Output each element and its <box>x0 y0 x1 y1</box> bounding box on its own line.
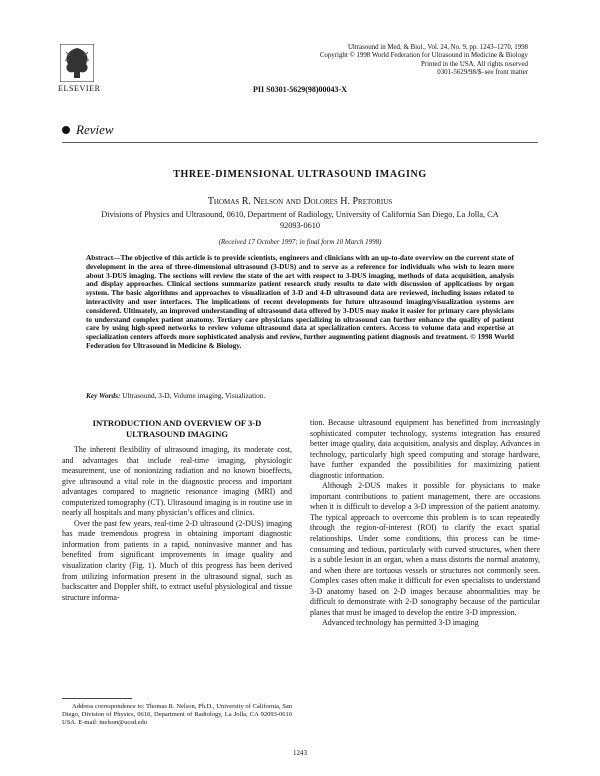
section-label-text: Review <box>76 122 114 137</box>
paragraph: Although 2-DUS makes it possible for physicians to make important contributions to patient management, there are occasions when it is difficult to develop a 3-D impression of the patient anatomy. The typical approach to overcome this problem is to scan repeatedly through the region-of-interest (ROI) to clarify the exact spatial relationships. Under some conditions, this process can be time-consuming and tedious, particularly with curved structures, when there is a subtle lesion in an organ, when a mass distorts the normal anatomy, and when there are tortuous vessels or structures not commonly seen. Complex cases often make it difficult for even specialists to understand 3-D anatomy based on 2-D images because abnormalities may be difficult to demonstrate with 2-D sonography because of the particular planes that must be imaged to develop the entire 3-D impression. <box>310 481 540 617</box>
pii: PII S0301-5629(98)00043-X <box>253 85 347 94</box>
journal-header <box>268 44 528 78</box>
journal-copyright: Copyright © 1998 World Federation for Ultrasound in Medicine & Biology <box>319 52 528 60</box>
footnote: Address correspondence to: Thomas R. Nelson, Ph.D., University of California, San Diego, Division of Physics, 0610, Department of Radiology, La Jolla, CA 92093-0610 USA. E-mail: tnelson@ucsd.edu <box>62 703 292 726</box>
journal-issn: 0301-5629/98/$–see front matter <box>437 69 528 77</box>
paragraph: The inherent flexibility of ultrasound imaging, its moderate cost, and advantages that include real-time imaging, physiologic measurement, use of nonionizing radiation and no known bioeffects, give ultrasound a vital role in the diagnostic process and important advantages compared to magnetic resonance imaging (MRI) and computerized tomography (CT). Ultrasound imaging is in routine use in nearly all hospitals and many physician’s offices and clinics. <box>62 445 292 518</box>
journal-printed: Printed in the USA. All rights reserved <box>421 60 528 68</box>
header-divider <box>62 142 538 143</box>
left-column <box>62 418 292 603</box>
keywords-label: Key Words: <box>86 391 121 400</box>
publisher-name: ELSEVIER <box>58 84 101 93</box>
article-title: THREE-DIMENSIONAL ULTRASOUND IMAGING <box>173 169 427 180</box>
right-column <box>310 418 540 629</box>
paragraph: Over the past few years, real-time 2-D ultrasound (2-DUS) imaging has made tremendous progress in obtaining important diagnostic information from patients in a rapid, noninvasive manner and has benefited from significant improvements in image quality and visualization clarity (Fig. 1). Much of this progress has been derived from utilizing information present in the ultrasound signal, such as backscatter and Doppler shift, to extract useful physiological and tissue structure informa- <box>62 518 292 602</box>
paragraph: tion. Because ultrasound equipment has benefitted from increasingly sophisticated computer technology, systems integration has ensured better image quality, data acquisition, analysis and display. Advances in technology, particularly high speed computing and storage hardware, have further expanded the possibilities for maximizing patient diagnostic information. <box>310 418 540 480</box>
journal-citation: Ultrasound in Med. & Biol., Vol. 24, No. 9, pp. 1243–1270, 1998 <box>347 44 528 51</box>
received-dates: (Received 17 October 1997; in final form 10 March 1998) <box>218 238 382 246</box>
section-heading: INTRODUCTION AND OVERVIEW OF 3-D ULTRASOUND IMAGING <box>92 418 262 439</box>
affiliation: Divisions of Physics and Ultrasound, 0610, Department of Radiology, University of California San Diego, La Jolla, CA 92093-0610 <box>101 210 499 230</box>
section-label <box>62 122 114 138</box>
paragraph: Advanced technology has permitted 3-D imaging <box>322 618 479 628</box>
keywords <box>86 391 514 400</box>
keywords-list: Ultrasound, 3-D, Volume imaging, Visualization. <box>120 391 266 400</box>
page-number: 1243 <box>293 749 307 757</box>
publisher-logo <box>60 44 94 82</box>
tree-emblem-icon <box>60 44 94 82</box>
authors: Thomas R. Nelson and Dolores H. Pretorius <box>207 196 393 207</box>
abstract: Abstract—The objective of this article is to provide scientists, engineers and clinicians with an up-to-date overview on the current state of development in the area of three-dimensional ultrasound (3-DUS) and to serve as a reference for individuals who wish to learn more about 3-DUS imaging. The sections will review the state of the art with respect to 3-DUS imaging, methods of data acquisition, analysis and display approaches. Clinical sections summarize patient research study results to date with discussion of applications by organ system. The basic algorithms and approaches to visualization of 3-D and 4-D ultrasound data are reviewed, including issues related to interactivity and user interfaces. The implications of recent developments for future ultrasound imaging/visualization systems are considered. Ultimately, an improved understanding of ultrasound data offered by 3-DUS may make it easier for primary care physicians to understand complex patient anatomy. Tertiary care physicians specializing in ultrasound can further enhance the quality of patient care by using high-speed networks to review volume ultrasound data at specialization centers. Access to volume data and expertise at specialization centers affords more sophisticated analysis and review, further augmenting patient diagnosis and treatment. © 1998 World Federation for Ultrasound in Medicine & Biology. <box>86 253 514 350</box>
footnote-divider <box>62 698 132 699</box>
bullet-icon <box>62 126 70 134</box>
